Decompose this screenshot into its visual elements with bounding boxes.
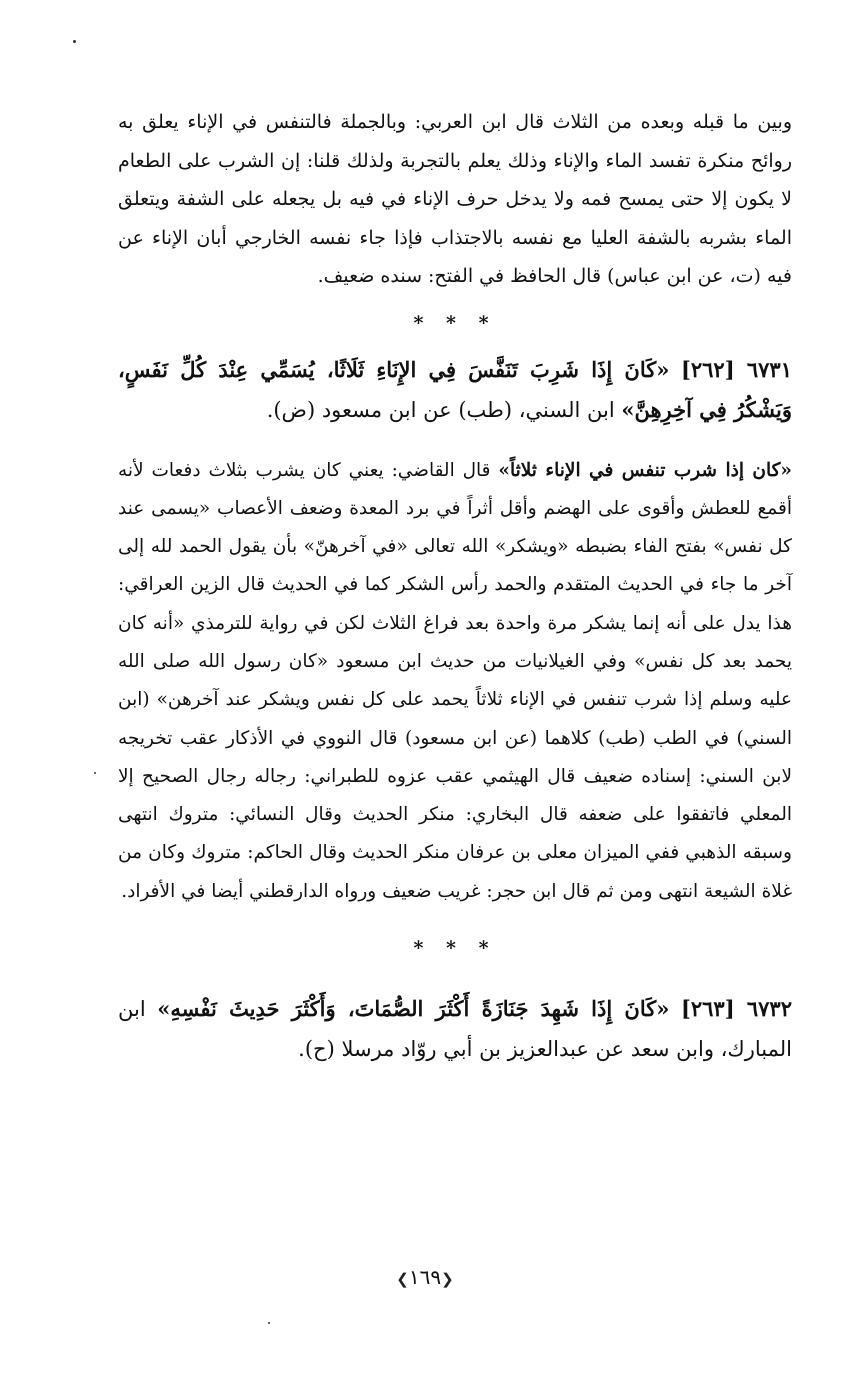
page-number (0, 1265, 850, 1289)
paragraph-top: وبين ما قبله وبعده من الثلاث قال ابن العربي: وبالجملة فالتنفس في الإناء يعلق به روائح منكرة تفسد الماء والإناء وذلك يعلم بالتجربة ولذلك قلنا: إن الشرب على الطعام لا يكون إلا حتى يمسح فمه ولا يدخل حرف الإناء في فيه بل يجعله على الشفة ويتعلق الماء بشربه بالشفة العليا مع نفسه بالاجتذاب فإذا جاء نفسه الخارجي أبان الإناء عن فيه (ت، عن ابن عباس) قال الحافظ في الفتح: سنده ضعيف. (118, 111, 792, 287)
ornament-icon: ❮ (441, 1270, 454, 1288)
separator-1: * * * (413, 311, 497, 334)
hadith-number: ٦٧٣١ [٢٦٢] (680, 356, 792, 382)
hadith-6731 (118, 350, 792, 430)
hadith-text: «كَانَ إِذَا شَهِدَ جَنَازَةً أَكْثَرَ الصُّمَاتَ، وَأَكْثَرَ حَدِيثَ نَفْسِهِ» (157, 996, 670, 1022)
commentary-6731 (118, 452, 792, 912)
hadith-text: «كَانَ إِذَا شَرِبَ تَنَفَّسَ فِي الإِنَاءِ ثَلَاثًا، يُسَمِّي عِنْدَ كُلِّ نَفَسٍ، وَيَشْكُرُ فِي آخِرِهِنَّ» (118, 356, 792, 422)
commentary-quote: «كان إذا شرب تنفس في الإناء ثلاثاً» (498, 459, 792, 481)
hadith-6732 (118, 989, 792, 1069)
hadith-source: ابن السني، (طب) عن ابن مسعود (ض). (266, 397, 615, 422)
separator-2: * * * (413, 937, 497, 960)
scan-speck (73, 40, 76, 43)
page-body (118, 103, 792, 1069)
hadith-number: ٦٧٣٢ [٢٦٣] (680, 996, 792, 1022)
commentary-text: قال القاضي: يعني كان يشرب بثلاث دفعات لأنه أقمع للعطش وأقوى على الهضم وأقل أثراً في برد المعدة وضعف الأعصاب «يسمى عند كل نفس» بفتح الفاء بضبطه «ويشكر» الله تعالى «في آخرهنّ» بأن يقول الحمد لله إلى آخر ما جاء في الحديث المتقدم والحمد رأس الشكر كما في الحديث قال الزين العراقي: هذا يدل على أنه إنما يشكر مرة واحدة بعد فراغ الثلاث لكن في رواية للترمذي «أنه كان يحمد بعد كل نفس» وفي الغيلانيات من حديث ابن مسعود «كان رسول الله صلى الله عليه وسلم إذا شرب تنفس في الإناء ثلاثاً يحمد على كل نفس ويشكر عند آخرهن» (ابن السني) في الطب (طب) كلاهما (عن ابن مسعود) قال النووي في الأذكار عقب تخريجه لابن السني: إسناده ضعيف قال الهيثمي عقب عزوه للطبراني: رجاله رجال الصحيح إلا المعلي فاتفقوا على ضعفه قال البخاري: منكر الحديث وقال النسائي: متروك انتهى وسبقه الذهبي ففي الميزان معلى بن عرفان منكر الحديث وقال الحاكم: متروك وكان من غلاة الشيعة انتهى ومن ثم قال ابن حجر: غريب ضعيف ورواه الدارقطني أيضا في الأفراد. (118, 459, 792, 902)
ornament-icon: ❯ (396, 1270, 409, 1288)
scan-speck (94, 772, 96, 774)
scan-speck (268, 1322, 270, 1324)
page-number-value: ١٦٩ (408, 1265, 442, 1289)
hadith-source: ابن المبارك، وابن سعد عن عبدالعزيز بن أبي روّاد مرسلا (ح). (118, 997, 792, 1062)
